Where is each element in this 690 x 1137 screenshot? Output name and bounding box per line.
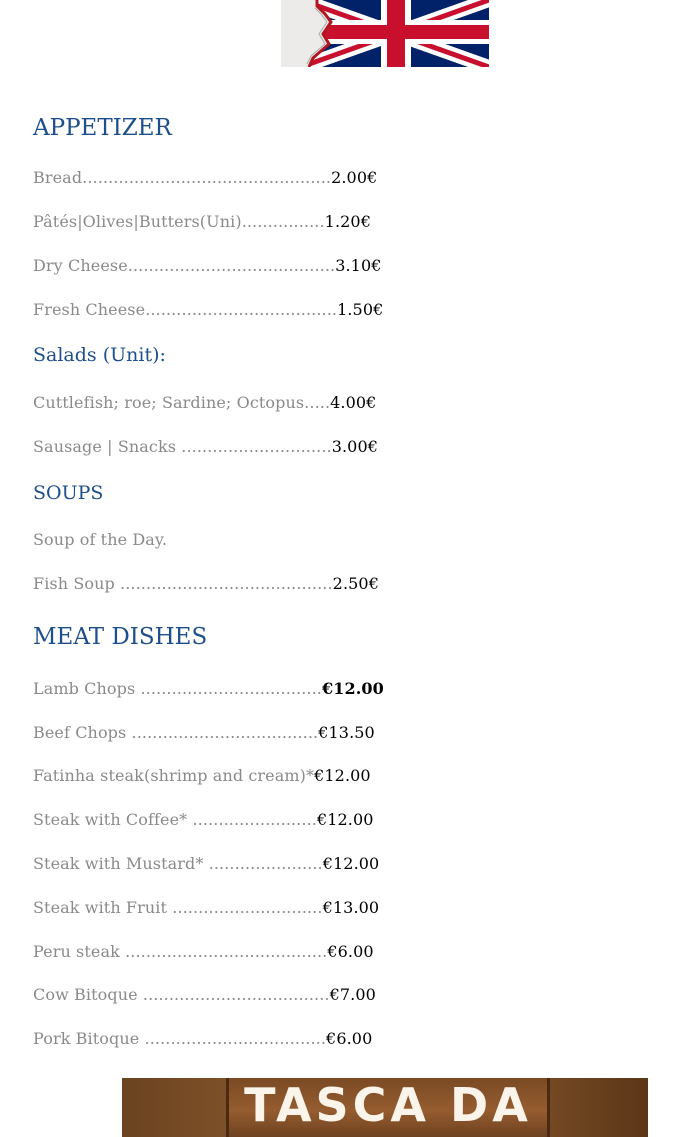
- menu-item: [33, 681, 384, 697]
- menu-item: [33, 1031, 372, 1047]
- menu-item: [33, 258, 382, 274]
- item-price: €6.00: [327, 942, 374, 961]
- menu-item: [33, 532, 167, 548]
- banner-text: TASCA DA: [244, 1078, 532, 1132]
- menu-item: [33, 395, 376, 411]
- item-price: 3.00€: [331, 437, 379, 456]
- item-price: €13.50: [318, 723, 375, 742]
- menu-item: [33, 900, 379, 916]
- item-name: Steak with Coffee*: [33, 810, 193, 829]
- item-name: Bread: [33, 168, 83, 187]
- item-name: Peru steak: [33, 942, 126, 961]
- item-leader: .........................................: [120, 574, 333, 593]
- item-name: Fish Soup: [33, 574, 121, 593]
- item-leader: ........................: [192, 810, 317, 829]
- menu-item: [33, 170, 377, 186]
- item-name: Soup of the Day.: [33, 530, 168, 549]
- item-name: Dry Cheese: [33, 256, 128, 275]
- item-price: €12.00: [322, 854, 380, 873]
- item-price: 1.20€: [324, 212, 371, 231]
- menu-item: [33, 214, 371, 230]
- item-name: Steak with Mustard*: [33, 854, 209, 873]
- item-leader: .....: [304, 393, 331, 412]
- item-price: €12.00: [314, 766, 371, 785]
- item-leader: ....................................: [131, 723, 319, 742]
- item-leader: ...................................: [144, 1029, 327, 1048]
- item-name: Sausage | Snacks: [33, 437, 182, 456]
- item-name: Pâtés|Olives|Butters(Uni): [33, 212, 242, 231]
- item-leader: .............................: [172, 898, 323, 917]
- item-name: Lamb Chops: [33, 679, 141, 698]
- item-name: Fresh Cheese: [33, 300, 146, 319]
- item-price: €13.00: [322, 898, 380, 917]
- section-title-appetizer: APPETIZER: [33, 115, 172, 141]
- item-leader: ........................................: [127, 256, 336, 275]
- item-price: €12.00: [316, 810, 374, 829]
- item-price: €6.00: [326, 1029, 373, 1048]
- menu-item: [33, 812, 374, 828]
- item-price: €12.00: [322, 679, 384, 698]
- item-price: 2.50€: [332, 574, 379, 593]
- menu-item: [33, 439, 378, 455]
- menu-item: [33, 302, 383, 318]
- item-name: Beef Chops: [33, 723, 132, 742]
- item-name: Pork Bitoque: [33, 1029, 145, 1048]
- item-leader: ................: [241, 212, 325, 231]
- item-name: Fatinha steak(shrimp and cream)*: [33, 766, 315, 785]
- menu-item: [33, 856, 379, 872]
- item-price: €7.00: [329, 985, 376, 1004]
- item-leader: ......................: [208, 854, 323, 873]
- item-name: Cow Bitoque: [33, 985, 143, 1004]
- menu-item: [33, 987, 376, 1003]
- item-name: Cuttlefish; roe; Sardine; Octopus: [33, 393, 305, 412]
- item-name: Steak with Fruit: [33, 898, 173, 917]
- item-price: 3.10€: [335, 256, 382, 275]
- section-title-soups: SOUPS: [33, 482, 104, 504]
- menu-item: [33, 944, 374, 960]
- item-leader: .......................................: [125, 942, 328, 961]
- restaurant-banner-image: [122, 1078, 648, 1137]
- section-title-meat-dishes: MEAT DISHES: [33, 624, 208, 650]
- menu-item: [33, 576, 379, 592]
- uk-flag-image: [281, 0, 489, 67]
- item-leader: ....................................: [142, 985, 330, 1004]
- item-price: 2.00€: [331, 168, 378, 187]
- item-price: 1.50€: [337, 300, 384, 319]
- menu-item: [33, 768, 371, 784]
- item-leader: .....................................: [145, 300, 338, 319]
- uk-flag-icon: [281, 0, 489, 67]
- item-leader: ................................................: [82, 168, 332, 187]
- wood-sign: [226, 1078, 550, 1137]
- menu-item: [33, 725, 375, 741]
- section-title-salads: Salads (Unit):: [33, 344, 166, 366]
- item-leader: .............................: [181, 437, 332, 456]
- item-leader: ...................................: [140, 679, 322, 698]
- item-price: 4.00€: [330, 393, 377, 412]
